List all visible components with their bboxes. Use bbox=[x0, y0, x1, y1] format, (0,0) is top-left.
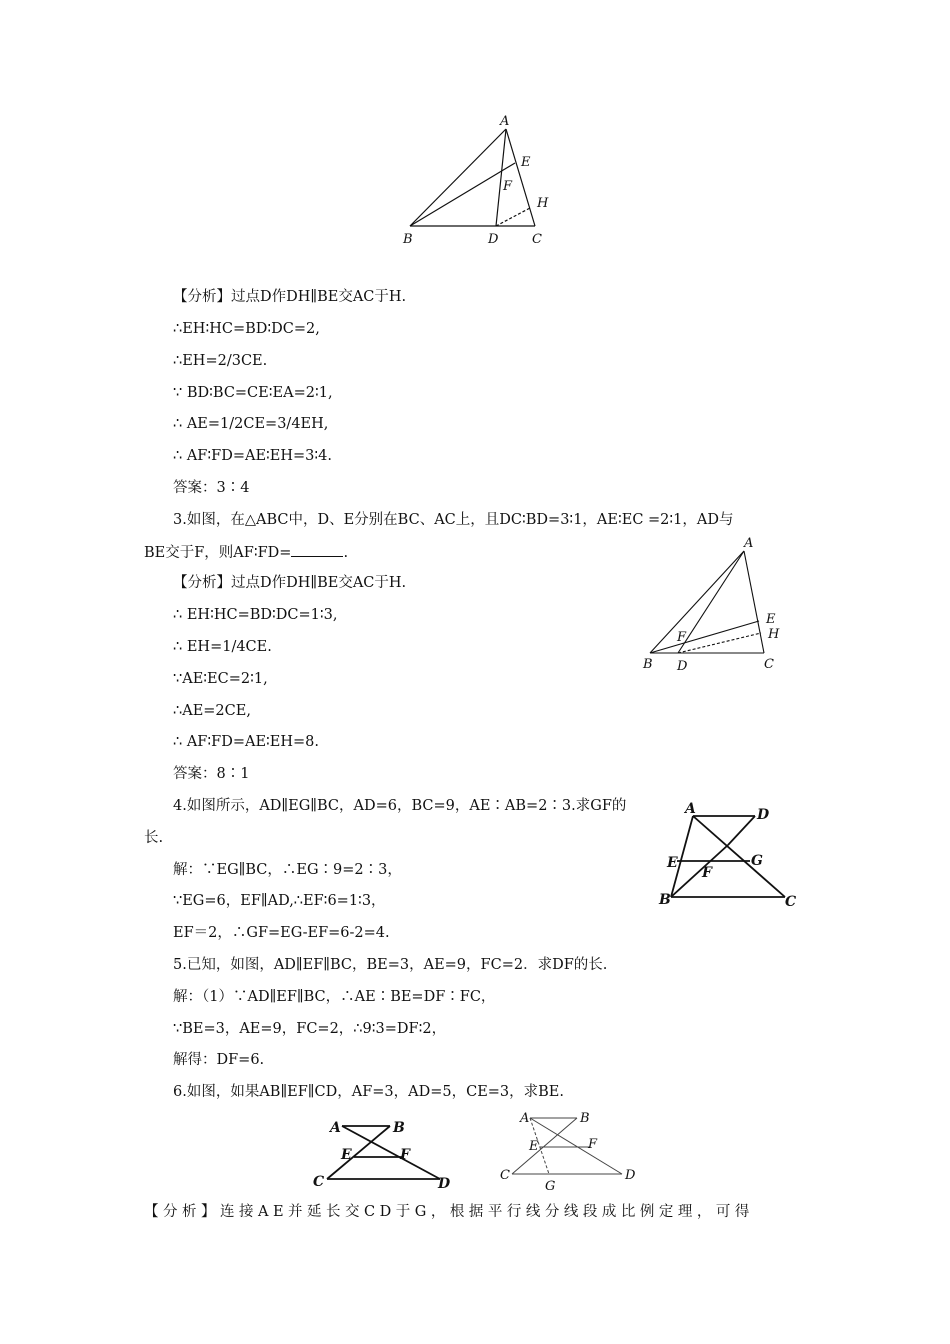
text-line: EF＝2，∴GF=EG-EF=6-2=4. bbox=[173, 925, 390, 941]
text-line: ∴ EH∶HC=BD∶DC=1∶3, bbox=[173, 607, 338, 623]
label-f: F bbox=[702, 865, 712, 881]
question-5: 5.已知，如图，AD∥EF∥BC，BE=3，AE=9，FC=2．求DF的长. bbox=[173, 957, 608, 973]
label-b: B bbox=[643, 657, 653, 672]
text-line: ∵ BD∶BC=CE∶EA=2∶1, bbox=[173, 385, 333, 401]
text-line: 【分析】过点D作DH∥BE交AC于H. bbox=[173, 289, 407, 305]
text-line: ∴EH=2/3CE. bbox=[173, 353, 268, 369]
figure-trapezoid-3 bbox=[655, 795, 805, 915]
label-h: H bbox=[537, 196, 549, 211]
label-e: E bbox=[341, 1147, 352, 1163]
label-d: D bbox=[677, 659, 688, 674]
text-line: ∵BE=3，AE=9，FC=2，∴9∶3=DF∶2， bbox=[173, 1021, 447, 1037]
label-e: E bbox=[766, 612, 776, 627]
figure-triangle-2 bbox=[640, 535, 790, 675]
question-3-continued: BE交于F，则AF∶FD= . bbox=[144, 542, 348, 563]
label-b: B bbox=[580, 1111, 590, 1126]
label-g: G bbox=[751, 853, 763, 869]
text-line: 解：（1）∵AD∥EF∥BC，∴AE∶BE=DF∶FC， bbox=[173, 989, 496, 1005]
label-f: F bbox=[588, 1137, 598, 1152]
label-f: F bbox=[503, 179, 513, 194]
analysis-line: 【分析】连接AE并延长交CD于G，根据平行线分线段成比例定理，可得 bbox=[144, 1204, 754, 1220]
question-4: 4.如图所示，AD∥EG∥BC，AD=6，BC=9，AE∶AB=2∶3.求GF的 bbox=[173, 798, 627, 814]
question-6: 6.如图，如果AB∥EF∥CD，AF=3，AD=5，CE=3，求BE. bbox=[173, 1084, 565, 1100]
label-d: D bbox=[625, 1168, 636, 1183]
label-c: C bbox=[785, 894, 797, 910]
label-a: A bbox=[520, 1111, 530, 1126]
label-f: F bbox=[400, 1147, 410, 1163]
text-line: ∴ AE=1/2CE=3/4EH, bbox=[173, 416, 329, 432]
label-d: D bbox=[488, 232, 499, 247]
label-a: A bbox=[685, 801, 696, 817]
question-3: 3.如图，在△ABC中，D、E分别在BC、AC上，且DC∶BD=3∶1，AE∶EC =2∶1，AD与 bbox=[173, 512, 734, 528]
answer-line: 答案：3∶4 bbox=[173, 480, 250, 496]
label-a: A bbox=[330, 1120, 341, 1136]
label-f: F bbox=[677, 630, 687, 645]
text-line: 解：∵EG∥BC，∴EG∶9=2∶3， bbox=[173, 862, 402, 878]
figure-hourglass-4 bbox=[305, 1112, 455, 1192]
label-a: A bbox=[500, 114, 510, 129]
label-e: E bbox=[667, 855, 678, 871]
figure-hourglass-5 bbox=[495, 1106, 655, 1196]
label-b: B bbox=[393, 1120, 405, 1136]
label-b: B bbox=[403, 232, 413, 247]
label-e: E bbox=[521, 155, 531, 170]
question-4-continued: 长. bbox=[144, 830, 164, 846]
text-line: ∴EH∶HC=BD∶DC=2, bbox=[173, 321, 320, 337]
label-h: H bbox=[768, 627, 780, 642]
text-line: ∵AE∶EC=2∶1, bbox=[173, 671, 268, 687]
label-d: D bbox=[757, 807, 770, 823]
text-line: 解得：DF=6. bbox=[173, 1052, 265, 1068]
label-d: D bbox=[438, 1176, 451, 1192]
label-g: G bbox=[545, 1179, 556, 1194]
answer-blank bbox=[291, 542, 343, 557]
text-line: ∴ AF∶FD=AE∶EH=3∶4. bbox=[173, 448, 333, 464]
label-c: C bbox=[500, 1168, 510, 1183]
text-line: ∴AE=2CE, bbox=[173, 703, 251, 719]
label-c: C bbox=[764, 657, 774, 672]
figure-triangle-1 bbox=[395, 110, 565, 250]
label-b: B bbox=[659, 892, 671, 908]
text-line: ∴ AF∶FD=AE∶EH=8. bbox=[173, 734, 320, 750]
text-line: 【分析】过点D作DH∥BE交AC于H. bbox=[173, 575, 407, 591]
label-a: A bbox=[744, 536, 754, 551]
text-line: ∴ EH=1/4CE. bbox=[173, 639, 272, 655]
text-line: ∵EG=6，EF∥AD,∴EF∶6=1∶3， bbox=[173, 893, 386, 909]
answer-line: 答案：8∶1 bbox=[173, 766, 250, 782]
label-c: C bbox=[532, 232, 542, 247]
label-c: C bbox=[313, 1174, 325, 1190]
label-e: E bbox=[529, 1139, 539, 1154]
